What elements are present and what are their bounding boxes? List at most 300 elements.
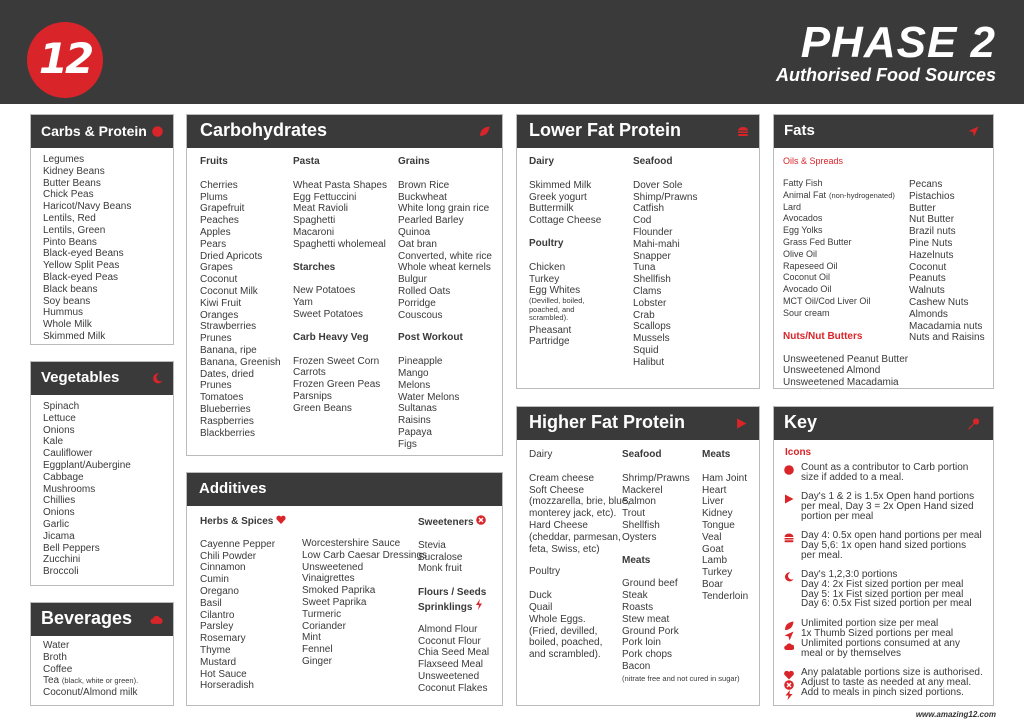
list-item: Greek yogurt — [529, 191, 587, 203]
carbs-protein-panel — [30, 114, 174, 345]
leaf-icon — [479, 126, 490, 137]
list-item-label: Fatty Fish — [783, 178, 823, 188]
list-item: Blueberries — [200, 403, 251, 415]
dairy-heading: Dairy — [529, 449, 553, 460]
list-item: Sweet Potatoes — [293, 308, 364, 320]
list-item: Pears — [200, 238, 227, 250]
list-item — [783, 225, 908, 237]
list-item: Parsley — [200, 621, 234, 633]
list-item: Broth — [43, 651, 67, 663]
key-line: 1x Thumb Sized portions per meal — [801, 628, 954, 639]
list-item: Chia Seed Meal — [418, 647, 490, 659]
list-item: Mackerel — [622, 484, 663, 496]
list-item: Stew meat — [622, 613, 670, 625]
list-item: Couscous — [398, 309, 443, 321]
list-item: Kidney — [702, 508, 733, 520]
list-item: Carrots — [293, 367, 326, 379]
key-line: meal or by themselves — [801, 647, 902, 659]
herbs-column — [200, 515, 286, 692]
list-item: Prunes — [200, 333, 232, 345]
list-item: Garlic — [43, 518, 70, 530]
cloud-icon — [784, 641, 794, 651]
list-item: Strawberries — [200, 321, 257, 333]
list-item: Black-eyed Beans — [43, 248, 124, 260]
list-item: boiled, poached, — [529, 637, 603, 649]
list-item — [783, 190, 908, 202]
list-item — [783, 272, 908, 284]
list-item: Yellow Split Peas — [43, 260, 120, 272]
panel-header — [187, 473, 502, 506]
list-item: Clams — [633, 285, 662, 297]
circle-icon — [784, 465, 794, 475]
list-item: Coconut Flour — [418, 635, 481, 647]
sprinklings-heading — [418, 599, 489, 614]
list-item: monterey jack, etc). — [529, 508, 617, 520]
key-line: Unlimited portions consumed at any — [801, 638, 960, 649]
list-item: Black beans — [43, 283, 98, 295]
panel-title: Vegetables — [41, 369, 120, 386]
list-item-label: Rapeseed Oil — [783, 260, 838, 271]
herbs-heading — [200, 515, 286, 528]
list-item: Duck — [529, 590, 552, 602]
list-item: Shellfish — [622, 519, 660, 531]
list-item: Egg Fettuccini — [293, 191, 357, 203]
list-item: Mussels — [633, 333, 670, 345]
list-item: Coffee — [43, 663, 73, 675]
list-item: Ground Pork — [622, 625, 679, 637]
list-item: Coconut — [200, 274, 238, 286]
logo-text: 12 — [38, 34, 92, 83]
list-item: Bacon — [622, 660, 651, 672]
list-item: Scallops — [633, 321, 671, 333]
list-item: Oregano — [200, 585, 239, 597]
list-item: Lamb — [702, 555, 728, 567]
list-item: Meat Ravioli — [293, 203, 349, 215]
list-item: Heart — [702, 484, 727, 496]
list-item: Frozen Green Peas — [293, 379, 381, 391]
list-item: Jicama — [43, 530, 75, 542]
fruits-column — [200, 156, 281, 439]
list-item-label: Avocados — [783, 213, 823, 224]
key-description — [801, 639, 960, 659]
list-item-label: Sour cream — [783, 307, 830, 318]
list-item: Peanuts — [909, 273, 946, 285]
list-item: Partridge — [529, 336, 570, 348]
animal-fat-note: (non-hydrogenated) — [829, 190, 895, 200]
list-item: Unsweetened Peanut Butter — [783, 353, 909, 365]
list-item: Trout — [622, 508, 645, 520]
list-item: (mozzarella, brie, blue, — [529, 496, 631, 508]
list-item: Goat — [702, 543, 724, 555]
herbs-heading-text: Herbs & Spices — [200, 516, 274, 527]
key-line: Add to meals in pinch sized portions. — [801, 687, 964, 698]
list-item-label: Egg Yolks — [783, 225, 823, 236]
list-item: Converted, white rice — [398, 250, 492, 262]
list-item: Ham Joint — [702, 472, 748, 484]
oils-column — [783, 156, 908, 389]
list-item: Coconut Flakes — [418, 682, 488, 694]
cloud-icon — [150, 614, 163, 625]
list-item — [783, 213, 908, 225]
higher-fat-protein-panel — [516, 406, 760, 706]
list-item: Banana, Greenish — [200, 356, 281, 368]
list-item: Butter Beans — [43, 177, 101, 189]
list-item: Almond Flour — [418, 623, 478, 635]
flours-heading: Flours / Seeds — [418, 587, 487, 599]
list-item: Whole Eggs. — [529, 613, 586, 625]
key-line: Day 5: 1x Fist sized portion per meal — [801, 588, 964, 600]
list-item: Mint — [302, 632, 321, 644]
list-item: Cauliflower — [43, 448, 93, 460]
key-description — [801, 463, 968, 483]
list-item: Stevia — [418, 539, 446, 551]
list-item-label: Animal Fat — [783, 189, 827, 200]
list-item: Kale — [43, 436, 64, 448]
key-line: per meal, Day 3 = 2x Open Hand sized — [801, 500, 974, 512]
key-line: portion per meal — [801, 510, 874, 522]
list-item: Turkey — [529, 273, 560, 285]
panel-title: Key — [784, 412, 818, 432]
list-item: Snapper — [633, 250, 671, 262]
list-item: Flounder — [633, 226, 673, 238]
list-item-label: Grass Fed Butter — [783, 236, 852, 247]
bolt-icon — [784, 690, 794, 700]
list-item: Hummus — [43, 307, 84, 319]
list-item: Almonds — [909, 308, 948, 320]
moon-icon — [784, 572, 794, 582]
key-line: size if added to a meal. — [801, 471, 904, 483]
list-item: Oysters — [622, 531, 657, 543]
list-item: Whole Milk — [43, 319, 92, 331]
list-item: Cream cheese — [529, 472, 595, 484]
panel-title: Additives — [199, 480, 267, 497]
poultry-heading: Poultry — [529, 237, 564, 249]
key-panel — [773, 406, 994, 706]
list-item: Brown Rice — [398, 179, 450, 191]
list-item: Hot Sauce — [200, 668, 247, 680]
list-item: (cheddar, parmesan, — [529, 531, 621, 543]
list-item: Sweet Paprika — [302, 596, 367, 608]
fats-panel — [773, 114, 994, 389]
list-item: Lobster — [633, 297, 667, 309]
higher-meats-column — [702, 449, 748, 603]
list-item: Dried Apricots — [200, 250, 263, 262]
list-item: Soy beans — [43, 295, 91, 307]
grains-column — [398, 156, 492, 451]
list-item: Grapes — [200, 262, 233, 274]
list-item: Egg Whites — [529, 285, 581, 297]
list-item: Nut Butter — [909, 214, 955, 226]
list-item: Apples — [200, 226, 231, 238]
list-item — [783, 237, 908, 249]
list-item — [783, 308, 908, 320]
list-item: Raspberries — [200, 415, 254, 427]
key-row — [784, 463, 984, 483]
list-item: Peaches — [200, 215, 239, 227]
list-item: Papaya — [398, 426, 432, 438]
list-item: Boar — [702, 578, 724, 590]
list-item: Flaxseed Meal — [418, 659, 484, 671]
key-line: Any palatable portions size is authorised. — [801, 667, 983, 678]
list-item: Quail — [529, 601, 553, 613]
key-row — [784, 688, 984, 698]
list-item: Coconut/Almond milk — [43, 687, 138, 699]
meats-heading: Meats — [622, 554, 651, 566]
list-item — [783, 296, 908, 308]
list-item: Cod — [633, 215, 652, 227]
higher-dairy-column — [529, 449, 630, 661]
list-item: Shimp/Prawns — [633, 191, 698, 203]
list-item: White long grain rice — [398, 203, 490, 215]
carbs-protein-list — [43, 154, 131, 343]
list-item: Shrimp/Prawns — [622, 472, 690, 484]
list-item: Pheasant — [529, 324, 572, 336]
list-item — [783, 261, 908, 273]
list-item: Coconut Milk — [200, 285, 258, 297]
list-item: Prunes — [200, 380, 232, 392]
list-item: Shellfish — [633, 274, 671, 286]
list-item: Dates, dried — [200, 368, 254, 380]
list-item: Cumin — [200, 574, 229, 586]
key-line: Day 4: 2x Fist sized portion per meal — [801, 578, 964, 590]
list-item: Pineapple — [398, 356, 443, 368]
beverages-panel — [30, 602, 174, 706]
list-item: Ginger — [302, 655, 333, 667]
list-item: Smoked Paprika — [302, 585, 376, 597]
panel-header — [774, 407, 993, 440]
list-item: Catfish — [633, 203, 665, 215]
list-item: and scrambled). — [529, 649, 601, 661]
list-item-label: Coconut Oil — [783, 272, 831, 283]
burger-icon — [784, 533, 794, 543]
list-item: scrambled). — [529, 313, 569, 323]
list-item: Hazelnuts — [909, 249, 954, 261]
key-line: Adjust to taste as needed at any meal. — [801, 677, 972, 688]
list-item: Pecans — [909, 179, 943, 190]
list-item: Haricot/Navy Beans — [43, 201, 132, 213]
list-item: Oranges — [200, 309, 239, 321]
list-item: Basil — [200, 597, 222, 609]
list-item: Buttermilk — [529, 203, 574, 215]
page-header — [0, 0, 1024, 104]
list-item: Quinoa — [398, 226, 431, 238]
nuts-column — [909, 179, 985, 344]
panel-header — [774, 115, 993, 148]
list-item: Pine Nuts — [909, 237, 953, 249]
nut-butters-heading: Nuts/Nut Butters — [783, 330, 863, 342]
list-item: Porridge — [398, 297, 436, 309]
tea-note: (black, white or green). — [61, 676, 139, 686]
key-description — [801, 492, 974, 521]
list-item: Butter — [909, 202, 936, 214]
list-item: Walnuts — [909, 285, 945, 297]
list-item: poached, and — [529, 304, 575, 314]
panel-header — [31, 115, 173, 148]
list-item: Cherries — [200, 179, 238, 191]
sweeteners-heading — [418, 515, 489, 529]
list-item: Legumes — [43, 154, 85, 165]
list-item-label: Avocado Oil — [783, 284, 832, 295]
panel-title: Beverages — [41, 608, 133, 628]
list-item: Low Carb Caesar Dressings — [302, 549, 428, 561]
list-item: Kidney Beans — [43, 165, 105, 177]
key-description — [801, 570, 972, 609]
burger-icon — [737, 126, 749, 137]
list-item: Rolled Oats — [398, 285, 451, 297]
key-description — [801, 688, 964, 698]
list-item: Horseradish — [200, 680, 254, 692]
list-item: Soft Cheese — [529, 484, 585, 496]
tea-label: Tea — [43, 675, 60, 687]
oils-heading: Oils & Spreads — [783, 156, 844, 166]
key-line: Count as a contributor to Carb portion — [801, 462, 969, 473]
list-item: Cashew Nuts — [909, 296, 969, 308]
list-item: Tenderloin — [702, 590, 749, 602]
list-item: (Devilled, boiled, — [529, 296, 585, 306]
panel-header — [517, 115, 759, 148]
list-item: Yam — [293, 297, 313, 309]
list-item: Cilantro — [200, 609, 235, 621]
panel-title: Carbohydrates — [200, 120, 328, 140]
key-row — [784, 531, 984, 560]
panel-title: Fats — [784, 122, 815, 139]
circle-icon — [152, 126, 163, 137]
list-item: Hard Cheese — [529, 519, 588, 531]
carb-heavy-heading: Carb Heavy Veg — [293, 331, 369, 343]
lower-dairy-column — [529, 156, 601, 348]
list-item: Lentils, Red — [43, 212, 96, 224]
list-item: Thyme — [200, 644, 231, 656]
list-item: Cottage Cheese — [529, 215, 602, 227]
list-item: Tomatoes — [200, 392, 244, 404]
list-item: Steak — [622, 590, 648, 602]
list-item: Vinaigrettes — [302, 573, 355, 585]
list-item: Bulgur — [398, 274, 427, 286]
poultry-heading: Poultry — [529, 566, 561, 578]
list-item: Pistachios — [909, 190, 955, 202]
list-item: Dover Sole — [633, 179, 683, 191]
list-item: Eggplant/Aubergine — [43, 459, 131, 471]
list-item: Water Melons — [398, 391, 460, 403]
list-item: Parsnips — [293, 390, 332, 402]
list-item: Ground beef — [622, 578, 678, 590]
key-line: Day's 1 & 2 is 1.5x Open hand portions — [801, 491, 975, 502]
list-item: Unsweetened — [302, 561, 364, 573]
list-item: Spaghetti — [293, 215, 336, 227]
list-item: Lentils, Green — [43, 224, 106, 236]
list-item: Unsweetened — [418, 670, 480, 682]
panel-header — [31, 362, 173, 395]
list-item: Tongue — [702, 519, 735, 531]
key-line: Day 5,6: 1x open hand sized portions — [801, 539, 967, 551]
list-item: Cabbage — [43, 471, 84, 483]
list-item: Unsweetened Almond — [783, 365, 881, 377]
panel-title: Lower Fat Protein — [529, 120, 682, 140]
list-item: New Potatoes — [293, 285, 356, 297]
list-item-label: Olive Oil — [783, 248, 818, 259]
list-item: feta, Swiss, etc) — [529, 543, 600, 555]
list-item: Lettuce — [43, 412, 76, 424]
list-item: Sucralose — [418, 551, 463, 563]
page-title: PHASE 2 — [800, 18, 996, 67]
list-item: Pinto Beans — [43, 236, 97, 248]
herbs-column-2 — [302, 538, 427, 668]
list-item: Onions — [43, 507, 75, 519]
list-item: Kiwi Fruit — [200, 297, 242, 309]
starches-heading: Starches — [293, 261, 336, 273]
grains-heading: Grains — [398, 156, 430, 167]
list-item: Green Beans — [293, 402, 352, 414]
list-item: Cayenne Pepper — [200, 538, 276, 550]
post-workout-heading: Post Workout — [398, 332, 463, 344]
carbohydrates-panel — [186, 114, 503, 456]
key-line: Unlimited portion size per meal — [801, 618, 939, 629]
list-item: Rosemary — [200, 633, 246, 645]
pasta-column — [293, 156, 387, 415]
list-item: Grapefruit — [200, 203, 245, 215]
list-item: Skimmed Milk — [529, 179, 592, 191]
key-line: Day 4: 0.5x open hand portions per meal — [801, 530, 982, 541]
seafood-heading: Seafood — [622, 449, 662, 460]
dairy-heading: Dairy — [529, 156, 555, 167]
list-item: Brazil nuts — [909, 226, 956, 238]
list-item: Worcestershire Sauce — [302, 538, 401, 549]
list-item: Macaroni — [293, 226, 335, 238]
list-item: Coconut — [909, 261, 947, 273]
key-row — [784, 492, 984, 521]
list-item: Halibut — [633, 356, 665, 368]
key-row — [784, 639, 984, 659]
panel-header — [517, 407, 759, 440]
list-item: Pork loin — [622, 637, 661, 649]
list-item: Mushrooms — [43, 483, 96, 495]
list-item: Salmon — [622, 496, 656, 508]
seafood-heading: Seafood — [633, 156, 673, 167]
arrow-icon — [968, 126, 979, 137]
fruits-heading: Fruits — [200, 156, 228, 167]
list-item: Black-eyed Peas — [43, 271, 119, 283]
sweeteners-heading-text: Sweeteners — [418, 517, 474, 528]
list-item: Chili Powder — [200, 550, 257, 562]
panel-title: Higher Fat Protein — [529, 412, 686, 432]
list-item: Mustard — [200, 656, 237, 668]
lower-fat-protein-panel — [516, 114, 760, 389]
list-item: Liver — [702, 496, 724, 508]
meats-heading: Meats — [702, 449, 731, 460]
page-subtitle: Authorised Food Sources — [775, 65, 996, 85]
list-item: Zucchini — [43, 554, 81, 566]
list-item: Skimmed Milk — [43, 330, 106, 342]
list-item: Buckwheat — [398, 191, 447, 203]
list-item: Raisins — [398, 415, 431, 427]
list-item: Plums — [200, 191, 228, 203]
list-item-label: MCT Oil/Cod Liver Oil — [783, 295, 871, 306]
icons-heading: Icons — [785, 447, 812, 458]
list-item: Cinnamon — [200, 562, 246, 574]
list-item — [43, 675, 138, 687]
footer-url: www.amazing12.com — [915, 710, 996, 719]
logo — [27, 22, 103, 98]
list-item: Spinach — [43, 401, 80, 412]
pasta-heading: Pasta — [293, 156, 320, 167]
beverages-items — [43, 640, 138, 675]
list-item: Chillies — [43, 495, 76, 507]
moon-icon — [152, 373, 163, 384]
list-item: Pearled Barley — [398, 215, 464, 227]
list-item: Turkey — [702, 567, 733, 579]
list-item: Banana, ripe — [200, 344, 257, 356]
additives-panel — [186, 472, 503, 706]
